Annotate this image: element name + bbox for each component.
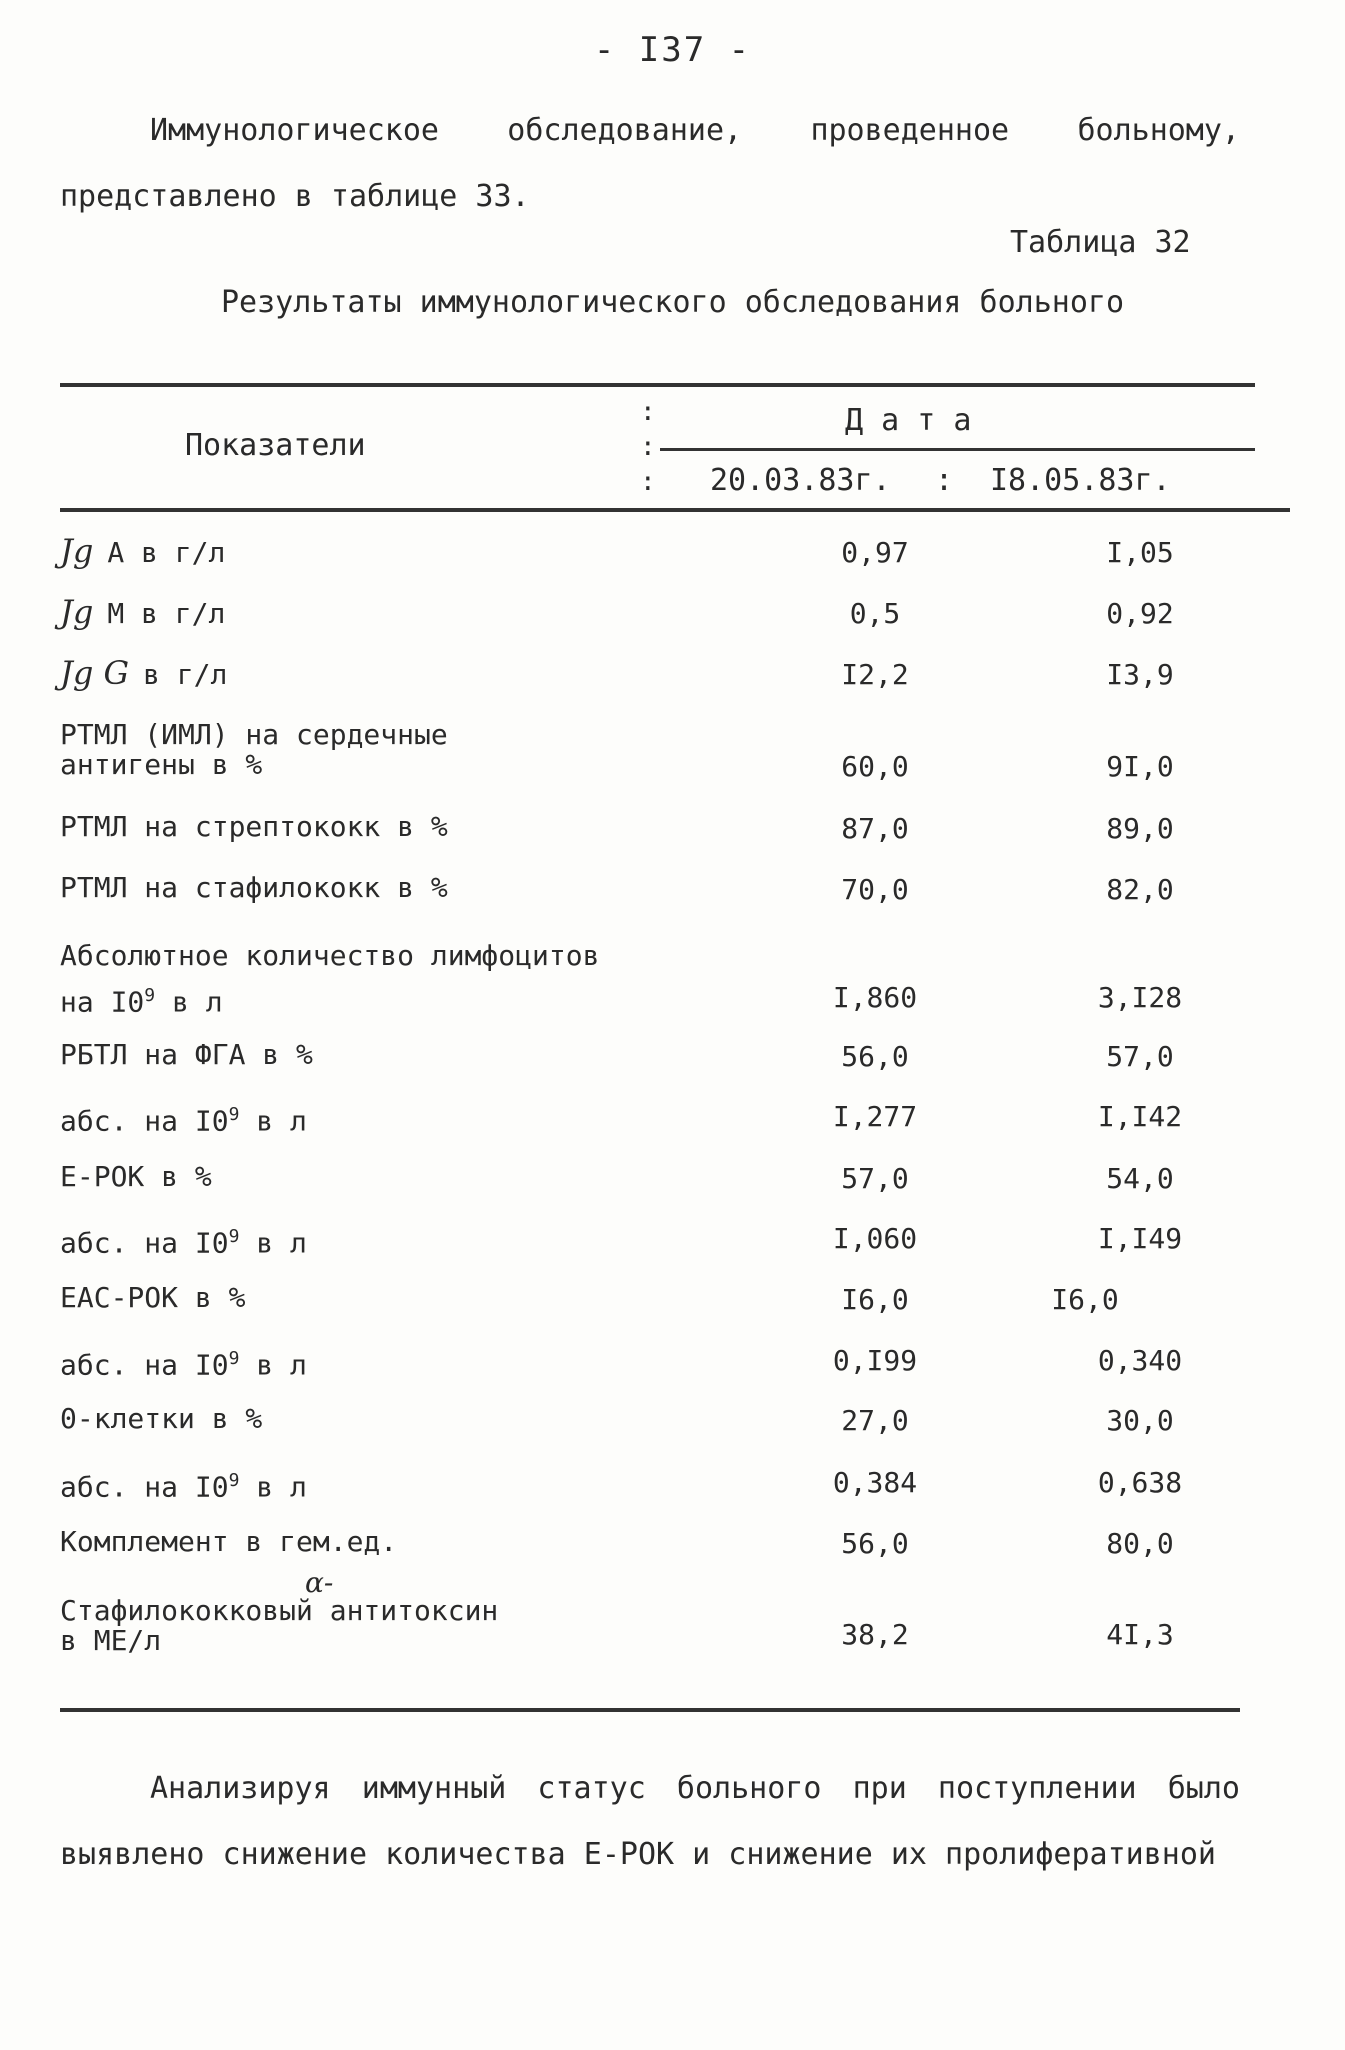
- table-label: Таблица 32: [1010, 225, 1191, 260]
- row-label-line2: в МЕ/л: [60, 1624, 162, 1657]
- value-date1: I6,0: [841, 1283, 909, 1316]
- conclusion-paragraph: [60, 1756, 1240, 1888]
- page-number: - I37 -: [593, 30, 752, 70]
- row-label: в г/л: [143, 658, 228, 691]
- value-date2: 30,0: [1106, 1404, 1174, 1437]
- intro-text: Иммунологическое обследование, проведенное больному, представлено в таблице 33.: [60, 113, 1240, 214]
- row-label: Комплемент в гем.ед.: [60, 1525, 398, 1558]
- row-label: А в г/л: [107, 536, 226, 569]
- header-date: Д а т а: [845, 403, 972, 438]
- intro-paragraph: [60, 98, 1240, 230]
- value-date1: 0,5: [849, 597, 901, 630]
- value-date2: I,I42: [1097, 1100, 1183, 1133]
- value-date2: I,I49: [1097, 1222, 1183, 1255]
- value-date2: I,05: [1106, 536, 1174, 569]
- header-date-1: 20.03.83г.: [710, 463, 891, 498]
- header-colon-between: :: [935, 463, 954, 498]
- value-date1: 56,0: [841, 1040, 909, 1073]
- header-date-rule: [660, 448, 1255, 451]
- header-colon-3: :: [640, 467, 656, 497]
- row-label: абс. на I0: [60, 1226, 229, 1260]
- value-date1: I,860: [832, 981, 918, 1014]
- conclusion-text: Анализируя иммунный статус больного при поступлении было выявлено снижение количества Е-РОК и снижение их пролиферативной: [60, 1771, 1240, 1872]
- value-date1: 57,0: [841, 1162, 909, 1195]
- value-date2: 54,0: [1106, 1162, 1174, 1195]
- row-label: РБТЛ на ФГА в %: [60, 1038, 313, 1071]
- row-label: Е-РОК в %: [60, 1160, 212, 1193]
- row-label: РТМЛ (ИМЛ) на сердечные: [60, 718, 448, 751]
- row-label-unit: в л: [172, 985, 223, 1019]
- value-date2: 0,92: [1106, 597, 1174, 630]
- row-label: РТМЛ на стрептококк в %: [60, 810, 448, 843]
- row-label-line2: на I0: [60, 985, 145, 1019]
- value-date1: 56,0: [841, 1527, 909, 1560]
- row-label: Стафилококковый антитоксин: [60, 1594, 499, 1627]
- row-label: абс. на I0: [60, 1470, 229, 1504]
- row-label-unit: в л: [256, 1104, 307, 1138]
- value-date1: 70,0: [841, 873, 909, 906]
- row-label-unit: в л: [256, 1348, 307, 1382]
- value-date2: I3,9: [1106, 658, 1174, 691]
- value-date2: 82,0: [1106, 873, 1174, 906]
- ig-symbol: Jg: [60, 532, 94, 570]
- row-label-unit: в л: [256, 1470, 307, 1504]
- value-date2: 0,638: [1097, 1466, 1183, 1499]
- header-indicators: Показатели: [185, 428, 366, 463]
- header-colon-1: :: [640, 397, 656, 427]
- value-date2: 3,I28: [1097, 981, 1183, 1014]
- value-date2: 4I,3: [1106, 1618, 1174, 1651]
- value-date2: 0,340: [1097, 1344, 1183, 1377]
- value-date2: 80,0: [1106, 1527, 1174, 1560]
- row-label: М в г/л: [107, 597, 226, 630]
- value-date1: 27,0: [841, 1404, 909, 1437]
- row-label: Абсолютное количество лимфоцитов: [60, 939, 600, 972]
- header-colon-2: :: [640, 432, 656, 462]
- row-label-unit: в л: [256, 1226, 307, 1260]
- value-date1: 0,I99: [832, 1344, 918, 1377]
- value-date1: 60,0: [841, 750, 909, 783]
- exponent: 9: [228, 1104, 240, 1125]
- value-date2: 89,0: [1106, 812, 1174, 845]
- value-date1: 38,2: [841, 1618, 909, 1651]
- row-label: РТМЛ на стафилококк в %: [60, 871, 448, 904]
- value-date1: 87,0: [841, 812, 909, 845]
- table-bottom-rule: [60, 1708, 1240, 1712]
- row-label: 0-клетки в %: [60, 1402, 263, 1435]
- value-date1: 0,97: [841, 536, 909, 569]
- value-date2: 57,0: [1106, 1040, 1174, 1073]
- alpha-note: α-: [305, 1566, 334, 1599]
- row-label: ЕАС-РОК в %: [60, 1281, 246, 1314]
- row-label: абс. на I0: [60, 1348, 229, 1382]
- exponent: 9: [228, 1226, 240, 1247]
- table-top-rule: [60, 383, 1255, 387]
- ig-symbol: Jg: [60, 593, 94, 631]
- exponent: 9: [228, 1348, 240, 1369]
- table-caption: Результаты иммунологического обследования больного: [220, 285, 1125, 320]
- value-date1: I2,2: [841, 658, 909, 691]
- exponent: 9: [144, 985, 156, 1006]
- ig-symbol: Jg G: [60, 654, 130, 692]
- row-label: абс. на I0: [60, 1104, 229, 1138]
- value-date2: 9I,0: [1106, 750, 1174, 783]
- value-date1: I,060: [832, 1222, 918, 1255]
- header-bottom-rule: [60, 508, 1290, 512]
- value-date2: I6,0: [1051, 1283, 1119, 1316]
- exponent: 9: [228, 1470, 240, 1491]
- header-date-2: I8.05.83г.: [990, 463, 1171, 498]
- value-date1: 0,384: [832, 1466, 918, 1499]
- value-date1: I,277: [832, 1100, 918, 1133]
- row-label-line2: антигены в %: [60, 748, 263, 781]
